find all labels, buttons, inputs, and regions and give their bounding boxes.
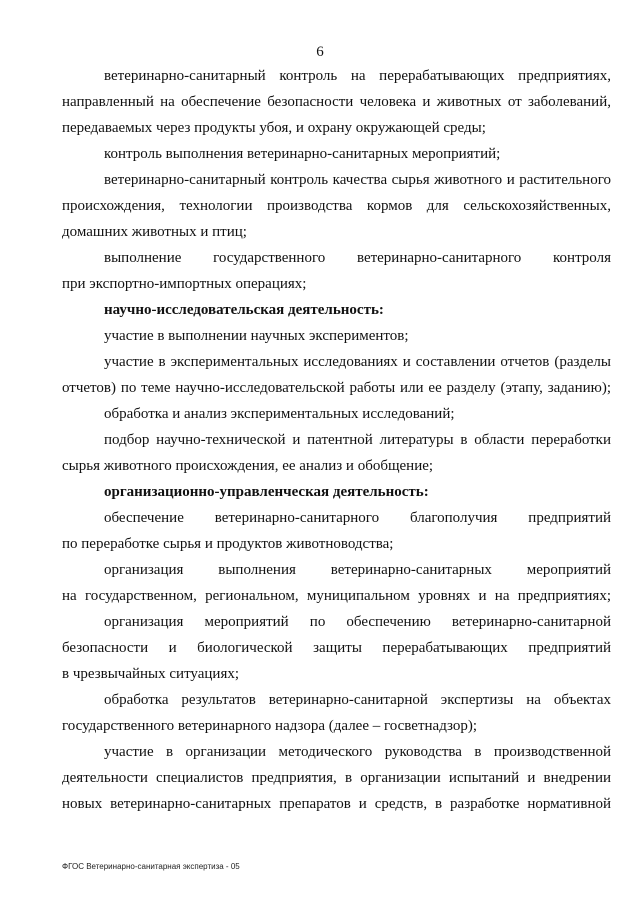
text-line: в чрезвычайных ситуациях; xyxy=(62,666,240,682)
text-line: ветеринарно-санитарный контроль на перерабатывающих предприятиях, xyxy=(104,68,611,84)
text-line: участие в выполнении научных экспериментов; xyxy=(104,328,409,344)
text-line: направленный на обеспечение безопасности человека и животных от заболеваний, xyxy=(62,94,611,110)
page-number: 6 xyxy=(316,44,324,60)
text-line: отчетов) по теме научно-исследовательской работы или ее разделу (этапу, заданию); xyxy=(62,380,611,396)
text-line: обработка и анализ экспериментальных исследований; xyxy=(104,406,455,422)
text-line: новых ветеринарно-санитарных препаратов и средств, в разработке нормативной xyxy=(62,796,611,812)
text-line: государственного ветеринарного надзора (далее – госветнадзор); xyxy=(62,718,478,734)
text-line: обеспечение ветеринарно-санитарного благополучия предприятий xyxy=(104,510,611,526)
page-footer: ФГОС Ветеринарно-санитарная экспертиза - 05 xyxy=(62,862,240,871)
text-line: организация мероприятий по обеспечению ветеринарно-санитарной xyxy=(104,614,611,630)
text-line: при экспортно-импортных операциях; xyxy=(62,276,307,292)
text-line: участие в экспериментальных исследованиях и составлении отчетов (разделы xyxy=(104,354,611,370)
text-line: выполнение государственного ветеринарно-санитарного контроля xyxy=(104,250,611,266)
text-line: обработка результатов ветеринарно-санитарной экспертизы на объектах xyxy=(104,692,611,708)
text-line: домашних животных и птиц; xyxy=(62,224,247,240)
text-line: безопасности и биологической защиты перерабатывающих предприятий xyxy=(62,640,611,656)
text-line: контроль выполнения ветеринарно-санитарных мероприятий; xyxy=(104,146,501,162)
text-line: сырья животного происхождения, ее анализ и обобщение; xyxy=(62,458,434,474)
text-line: по переработке сырья и продуктов животноводства; xyxy=(62,536,394,552)
text-line: организация выполнения ветеринарно-санитарных мероприятий xyxy=(104,562,611,578)
text-line: деятельности специалистов предприятия, в организации испытаний и внедрении xyxy=(62,770,611,786)
text-line: происхождения, технологии производства кормов для сельскохозяйственных, xyxy=(62,198,611,214)
text-line: на государственном, региональном, муниципальном уровнях и на предприятиях; xyxy=(62,588,611,604)
text-line: передаваемых через продукты убоя, и охрану окружающей среды; xyxy=(62,120,486,136)
section-heading: научно-исследовательская деятельность: xyxy=(104,302,384,318)
text-line: участие в организации методического руководства в производственной xyxy=(104,744,611,760)
text-line: ветеринарно-санитарный контроль качества сырья животного и растительного xyxy=(104,172,611,188)
text-line: подбор научно-технической и патентной литературы в области переработки xyxy=(104,432,611,448)
section-heading: организационно-управленческая деятельность: xyxy=(104,484,429,500)
